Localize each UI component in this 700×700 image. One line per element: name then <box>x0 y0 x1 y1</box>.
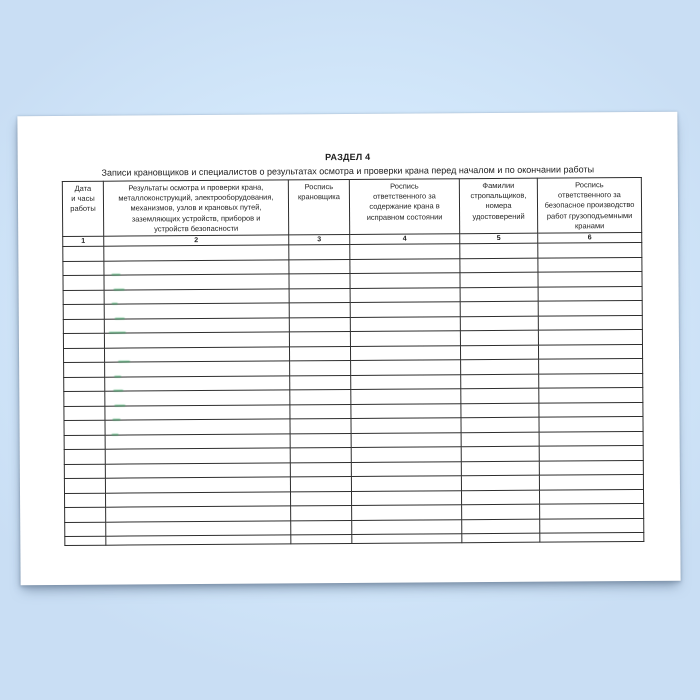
empty-cell <box>105 390 290 406</box>
empty-cell <box>106 506 291 522</box>
empty-cell <box>351 374 461 389</box>
empty-cell <box>64 435 105 450</box>
empty-cell <box>461 432 539 447</box>
empty-cell <box>461 490 539 505</box>
empty-cell <box>350 316 460 331</box>
table-body <box>63 242 644 545</box>
empty-cell <box>290 404 351 419</box>
col-header-safety-signature: Роспись ответственного за безопасное производство работ грузоподъемными кранами <box>537 177 641 233</box>
empty-cell <box>105 433 290 449</box>
empty-cell <box>105 404 290 420</box>
empty-cell <box>351 403 461 418</box>
empty-cell <box>462 533 540 543</box>
empty-cell <box>104 274 289 290</box>
empty-cell <box>350 302 460 317</box>
empty-cell <box>538 344 642 359</box>
empty-cell <box>289 317 350 332</box>
col-number-1: 1 <box>63 236 104 246</box>
empty-cell <box>106 491 291 507</box>
empty-cell <box>351 418 461 433</box>
empty-cell <box>104 332 289 348</box>
empty-cell <box>538 329 642 344</box>
empty-cell <box>350 345 460 360</box>
empty-cell <box>351 432 461 447</box>
empty-cell <box>105 462 290 478</box>
empty-cell <box>64 478 105 493</box>
empty-cell <box>63 333 104 348</box>
empty-cell <box>461 359 539 374</box>
table-header-row <box>62 177 641 236</box>
empty-cell <box>63 290 104 305</box>
empty-cell <box>538 271 642 286</box>
empty-cell <box>64 420 105 435</box>
empty-cell <box>64 449 105 464</box>
col-number-5: 5 <box>460 233 538 244</box>
empty-cell <box>539 445 643 460</box>
empty-cell <box>64 391 105 406</box>
empty-cell <box>290 389 351 404</box>
empty-cell <box>106 520 291 536</box>
empty-cell <box>351 360 461 375</box>
inspection-log-table <box>62 177 645 546</box>
empty-cell <box>351 490 461 505</box>
empty-cell <box>462 519 540 534</box>
empty-cell <box>65 507 106 522</box>
empty-cell <box>290 476 351 491</box>
empty-cell <box>352 505 462 520</box>
empty-cell <box>460 272 538 287</box>
empty-cell <box>289 259 350 274</box>
empty-cell <box>351 389 461 404</box>
empty-cell <box>106 535 291 545</box>
empty-cell <box>289 331 350 346</box>
empty-cell <box>540 518 644 533</box>
empty-cell <box>351 447 461 462</box>
empty-cell <box>104 288 289 304</box>
empty-cell <box>291 520 352 535</box>
empty-cell <box>65 522 106 537</box>
empty-cell <box>350 273 460 288</box>
col-number-3: 3 <box>289 234 350 244</box>
empty-cell <box>104 303 289 319</box>
empty-cell <box>460 345 538 360</box>
empty-cell <box>65 493 106 508</box>
empty-cell <box>290 418 351 433</box>
empty-cell <box>289 288 350 303</box>
empty-cell <box>64 406 105 421</box>
empty-cell <box>540 532 644 542</box>
empty-cell <box>539 402 643 417</box>
empty-cell <box>538 300 642 315</box>
empty-cell <box>539 431 643 446</box>
empty-cell <box>460 243 538 258</box>
col-header-date-hours: Дата и часы работы <box>62 181 103 236</box>
empty-cell <box>461 374 539 389</box>
empty-cell <box>461 461 539 476</box>
col-number-4: 4 <box>350 234 460 245</box>
empty-cell <box>105 448 290 464</box>
empty-cell <box>289 302 350 317</box>
empty-cell <box>460 258 538 273</box>
empty-cell <box>63 275 104 290</box>
empty-cell <box>105 361 290 377</box>
empty-cell <box>104 346 289 362</box>
document-page <box>17 112 680 586</box>
empty-cell <box>291 505 352 520</box>
empty-cell <box>461 417 539 432</box>
col-header-slingers-names: Фамилии стропальщиков, номера удостоверений <box>459 178 537 234</box>
empty-cell <box>104 245 289 261</box>
empty-cell <box>461 388 539 403</box>
empty-cell <box>538 257 642 272</box>
empty-cell <box>105 419 290 435</box>
col-number-2: 2 <box>104 235 289 246</box>
empty-cell <box>351 461 461 476</box>
empty-cell <box>538 286 642 301</box>
empty-cell <box>350 331 460 346</box>
empty-cell <box>539 489 643 504</box>
empty-cell <box>352 534 462 544</box>
empty-cell <box>538 315 642 330</box>
empty-cell <box>460 316 538 331</box>
col-header-inspection-results: Результаты осмотра и проверки крана, металлоконструкций, электрооборудования, механизмов, узлов и крановых путей, заземляющих устройств, приборов и устройств безопасности <box>103 180 288 236</box>
empty-cell <box>290 433 351 448</box>
empty-cell <box>290 447 351 462</box>
col-number-6: 6 <box>538 232 642 243</box>
empty-cell <box>104 317 289 333</box>
empty-cell <box>351 476 461 491</box>
empty-cell <box>290 360 351 375</box>
empty-cell <box>462 504 540 519</box>
empty-cell <box>65 536 106 545</box>
empty-cell <box>290 491 351 506</box>
empty-cell <box>63 319 104 334</box>
empty-cell <box>350 287 460 302</box>
empty-cell <box>350 258 460 273</box>
section-subtitle: Записи крановщиков и специалистов о результатах осмотра и проверки крана перед началом и по окончании работы <box>101 164 595 178</box>
empty-cell <box>539 474 643 489</box>
empty-cell <box>64 464 105 479</box>
empty-cell <box>539 460 643 475</box>
empty-cell <box>105 375 290 391</box>
empty-cell <box>63 261 104 276</box>
empty-cell <box>539 416 643 431</box>
empty-cell <box>460 301 538 316</box>
empty-cell <box>539 358 643 373</box>
empty-cell <box>538 242 642 257</box>
col-header-operator-signature: Роспись крановщика <box>288 179 349 234</box>
empty-cell <box>461 446 539 461</box>
empty-cell <box>460 287 538 302</box>
empty-cell <box>289 346 350 361</box>
empty-cell <box>64 377 105 392</box>
empty-cell <box>290 375 351 390</box>
empty-cell <box>289 273 350 288</box>
empty-cell <box>352 519 462 534</box>
empty-cell <box>290 462 351 477</box>
empty-cell <box>289 244 350 259</box>
empty-cell <box>63 304 104 319</box>
empty-cell <box>104 259 289 275</box>
empty-cell <box>105 477 290 493</box>
empty-cell <box>539 373 643 388</box>
empty-cell <box>540 503 644 518</box>
col-header-maintenance-signature: Роспись ответственного за содержание крана в исправном состоянии <box>349 179 459 235</box>
empty-cell <box>460 330 538 345</box>
empty-cell <box>539 387 643 402</box>
empty-cell <box>63 348 104 363</box>
empty-cell <box>63 246 104 261</box>
empty-cell <box>461 475 539 490</box>
empty-cell <box>291 534 352 543</box>
section-title: РАЗДЕЛ 4 <box>325 151 371 163</box>
empty-cell <box>64 362 105 377</box>
empty-cell <box>461 403 539 418</box>
empty-cell <box>350 244 460 259</box>
